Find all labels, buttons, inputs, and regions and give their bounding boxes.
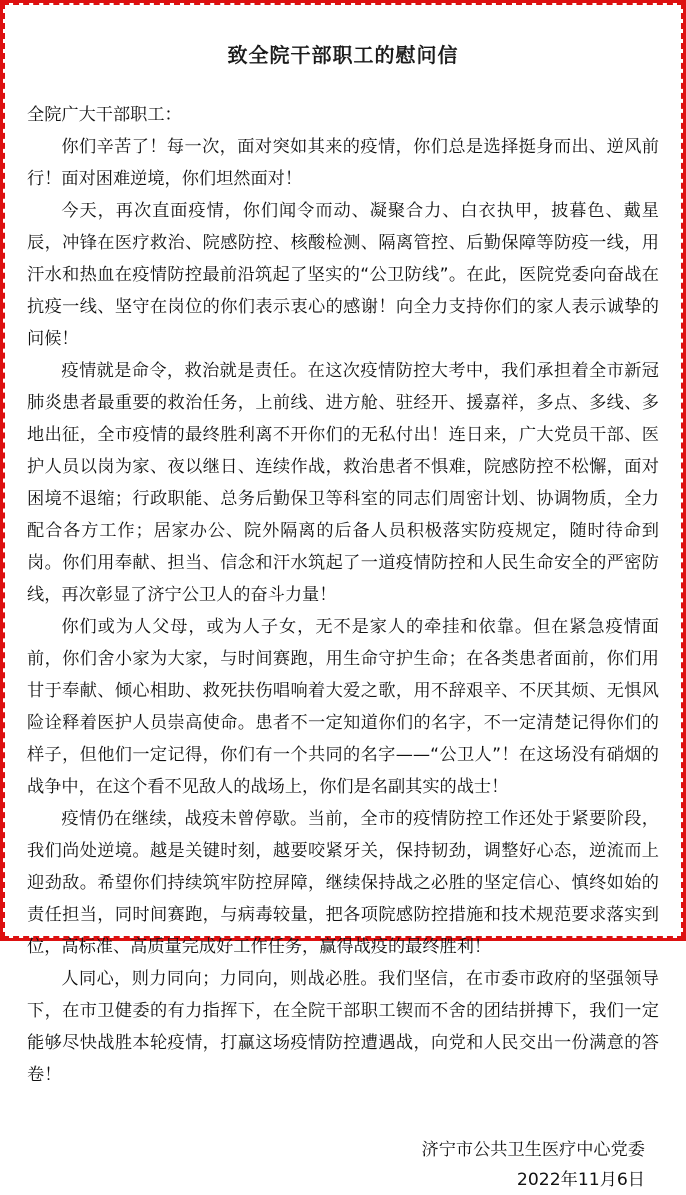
letter-inner-dashed-border [3, 3, 683, 1190]
letter-paragraph-6: 人同心，则力同向；力同向，则战必胜。我们坚信，在市委市政府的坚强领导下，在市卫健委的有力指挥下，在全院干部职工锲而不舍的团结拼搏下，我们一定能够尽快战胜本轮疫情，打赢这场疫情防控遭遇战，向党和人民交出一份满意的答卷！ [27, 969, 659, 1085]
letter-paragraph-2: 今天，再次直面疫情，你们闻令而动、凝聚合力、白衣执甲，披暮色、戴星辰，冲锋在医疗救治、院感防控、核酸检测、隔离管控、后勤保障等防疫一线，用汗水和热血在疫情防控最前沿筑起了坚实的“公卫防线”。在此，医院党委向奋战在抗疫一线、坚守在岗位的你们表示衷心的感谢！向全力支持你们的家人表示诚挚的问候！ [27, 201, 659, 349]
letter-paragraph-4: 你们或为人父母，或为人子女，无不是家人的牵挂和依靠。但在紧急疫情面前，你们舍小家为大家，与时间赛跑，用生命守护生命；在各类患者面前，你们用甘于奉献、倾心相助、救死扶伤唱响着大爱之歌，用不辞艰辛、不厌其烦、无惧风险诠释着医护人员崇高使命。患者不一定知道你们的名字，不一定清楚记得你们的样子，但他们一定记得，你们有一个共同的名字——“公卫人”！在这场没有硝烟的战争中，在这个看不见敌人的战场上，你们是名副其实的战士！ [27, 617, 659, 797]
letter-body [27, 99, 659, 1091]
letter-paragraph-3: 疫情就是命令，救治就是责任。在这次疫情防控大考中，我们承担着全市新冠肺炎患者最重要的救治任务，上前线、进方舱、驻经开、援嘉祥，多点、多线、多地出征，全市疫情的最终胜利离不开你们的无私付出！连日来，广大党员干部、医护人员以岗为家、夜以继日、连续作战，救治患者不惧难，院感防控不松懈，面对困境不退缩；行政职能、总务后勤保卫等科室的同志们周密计划、协调物质，全力配合各方工作；居家办公、院外隔离的后备人员积极落实防疫规定，随时待命到岗。你们用奉献、担当、信念和汗水筑起了一道疫情防控和人民生命安全的严密防线，再次彰显了济宁公卫人的奋斗力量！ [27, 361, 659, 605]
salutation: 全院广大干部职工： [27, 105, 182, 125]
letter-paragraph-1: 你们辛苦了！每一次，面对突如其来的疫情，你们总是选择挺身而出、逆风前行！面对困难逆境，你们坦然面对！ [27, 137, 659, 189]
letter-paragraph-5: 疫情仍在继续，战疫未曾停歇。当前，全市的疫情防控工作还处于紧要阶段，我们尚处逆境。越是关键时刻，越要咬紧牙关，保持韧劲，调整好心态，逆流而上迎劲敌。希望你们持续筑牢防控屏障，继续保持战之必胜的坚定信心、慎终如始的责任担当，同时间赛跑，与病毒较量，把各项院感防控措施和技术规范要求落实到位，高标准、高质量完成好工作任务，赢得战疫的最终胜利！ [27, 809, 659, 957]
signature-organization: 济宁市公共卫生医疗中心党委 [421, 1140, 645, 1160]
signature-date: 2022年11月6日 [516, 1170, 645, 1190]
page-title: 致全院干部职工的慰问信 [227, 43, 459, 67]
signature-block [27, 1135, 659, 1195]
